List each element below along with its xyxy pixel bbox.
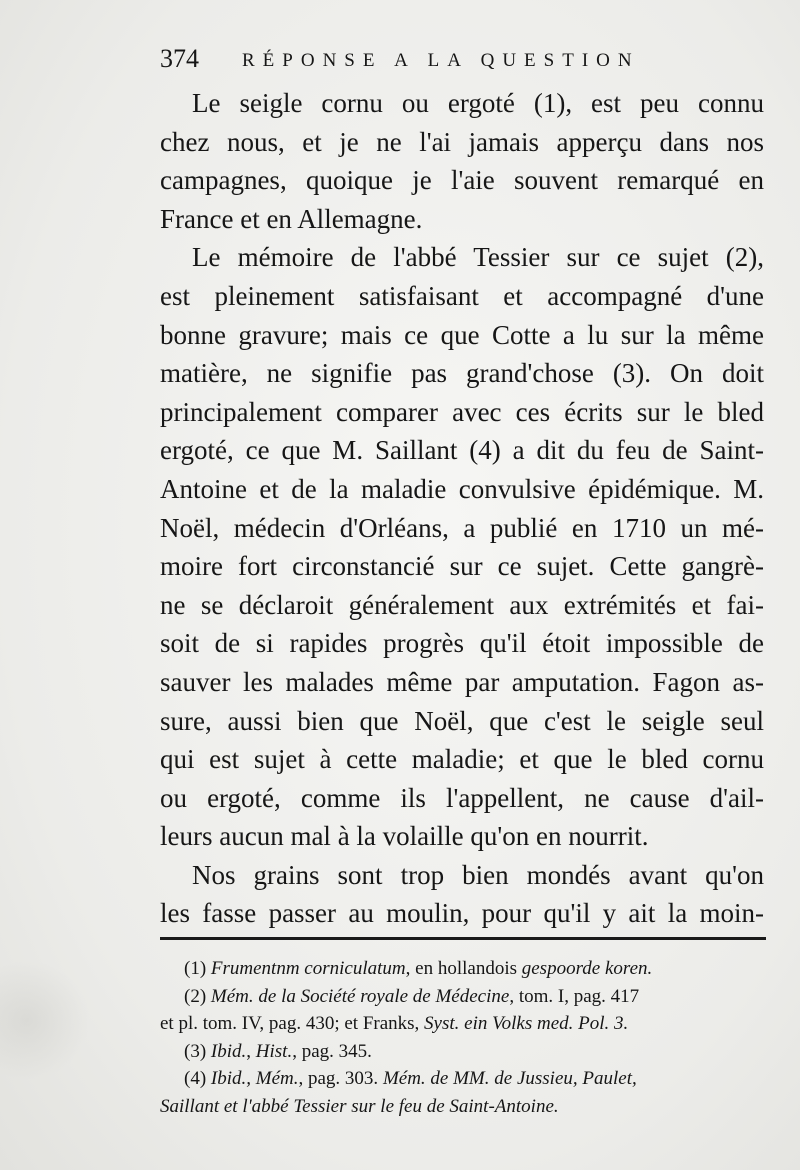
page-smudge bbox=[0, 960, 90, 1080]
text-line: leurs aucun mal à la volaille qu'on en nourrit. bbox=[160, 821, 649, 852]
footnote-3 bbox=[160, 1038, 766, 1066]
page-number: 374 bbox=[160, 44, 199, 73]
footnote-rule bbox=[160, 937, 766, 940]
footnote-italic: Mém. de la Société royale de Médecine bbox=[210, 985, 510, 1007]
footnote-text: , pag. 303. bbox=[298, 1068, 383, 1089]
footnote-text: , pag. 345. bbox=[292, 1040, 372, 1062]
footnote-italic: Hist. bbox=[255, 1040, 293, 1062]
running-head bbox=[160, 42, 760, 82]
text-line: principalement comparer avec ces écrits sur le bled bbox=[160, 396, 764, 427]
footnote-italic: Frumentnm corniculatum bbox=[210, 958, 406, 979]
text-line: ergoté, ce que M. Saillant (4) a dit du feu de Saint- bbox=[160, 435, 764, 466]
text-line: sauver les malades même par amputation. Fagon as- bbox=[160, 666, 764, 697]
text-line: ne se déclaroit généralement aux extrémités et fai- bbox=[160, 589, 764, 620]
footnotes bbox=[160, 955, 766, 1120]
footnote-text: , tom. I, pag. 417 bbox=[509, 985, 640, 1007]
footnote-italic: Ibid. bbox=[210, 1040, 247, 1062]
footnote-marker: (3) bbox=[184, 1040, 207, 1062]
text-line: est pleinement satisfaisant et accompagné d'une bbox=[160, 280, 764, 311]
text-line: Noël, médecin d'Orléans, a publié en 1710 un mé- bbox=[160, 512, 764, 543]
footnote-4 bbox=[160, 1065, 766, 1093]
running-title: RÉPONSE A LA QUESTION bbox=[242, 50, 640, 71]
footnote-2-continued bbox=[160, 1010, 766, 1038]
paragraph-1 bbox=[160, 84, 764, 238]
footnote-italic: Ibid., Mém. bbox=[210, 1068, 299, 1089]
text-line: qui est sujet à cette maladie; et que le bled cornu bbox=[160, 744, 764, 775]
footnote-1 bbox=[160, 955, 766, 983]
footnote-text: , bbox=[246, 1040, 256, 1062]
paragraph-2 bbox=[160, 238, 764, 856]
footnote-marker: (2) bbox=[184, 985, 207, 1007]
text-line: chez nous, et je ne l'ai jamais apperçu dans nos bbox=[160, 126, 764, 157]
footnote-text: et pl. tom. IV, pag. 430; et Franks, bbox=[160, 1013, 425, 1034]
text-line: les fasse passer au moulin, pour qu'il y ait la moin- bbox=[160, 898, 764, 929]
text-line: Le seigle cornu ou ergoté (1), est peu connu bbox=[192, 88, 764, 118]
footnote-4-continued bbox=[160, 1093, 766, 1121]
text-line: moire fort circonstancié sur ce sujet. Cette gangrè- bbox=[160, 551, 764, 582]
text-line: France et en Allemagne. bbox=[160, 203, 423, 234]
text-line: soit de si rapides progrès qu'il étoit impossible de bbox=[160, 628, 764, 659]
text-line: Antoine et de la maladie convulsive épidémique. M. bbox=[160, 473, 764, 504]
footnote-2 bbox=[160, 983, 766, 1011]
main-text bbox=[160, 84, 764, 933]
footnote-text: , en hollandois bbox=[405, 958, 522, 979]
text-line: matière, ne signifie pas grand'chose (3). On doit bbox=[160, 358, 764, 389]
footnote-italic: gespoorde koren. bbox=[521, 958, 653, 979]
paragraph-3 bbox=[160, 856, 764, 933]
text-line: Nos grains sont trop bien mondés avant qu'on bbox=[192, 859, 764, 890]
footnote-marker: (4) bbox=[184, 1068, 207, 1089]
text-line: Le mémoire de l'abbé Tessier sur ce sujet (2), bbox=[192, 242, 764, 273]
text-line: ou ergoté, comme ils l'appellent, ne cause d'ail- bbox=[160, 782, 764, 813]
footnote-italic: Mém. de MM. de Jussieu, Paulet, bbox=[382, 1068, 637, 1089]
footnote-italic: Saillant et l'abbé Tessier sur le feu de Saint-Antoine. bbox=[160, 1095, 559, 1117]
text-line: campagnes, quoique je l'aie souvent remarqué en bbox=[160, 165, 764, 196]
footnote-marker: (1) bbox=[184, 958, 207, 979]
text-line: sure, aussi bien que Noël, que c'est le seigle seul bbox=[160, 705, 764, 736]
footnote-italic: Syst. ein Volks med. Pol. 3. bbox=[424, 1013, 629, 1034]
text-line: bonne gravure; mais ce que Cotte a lu sur la même bbox=[160, 319, 764, 350]
